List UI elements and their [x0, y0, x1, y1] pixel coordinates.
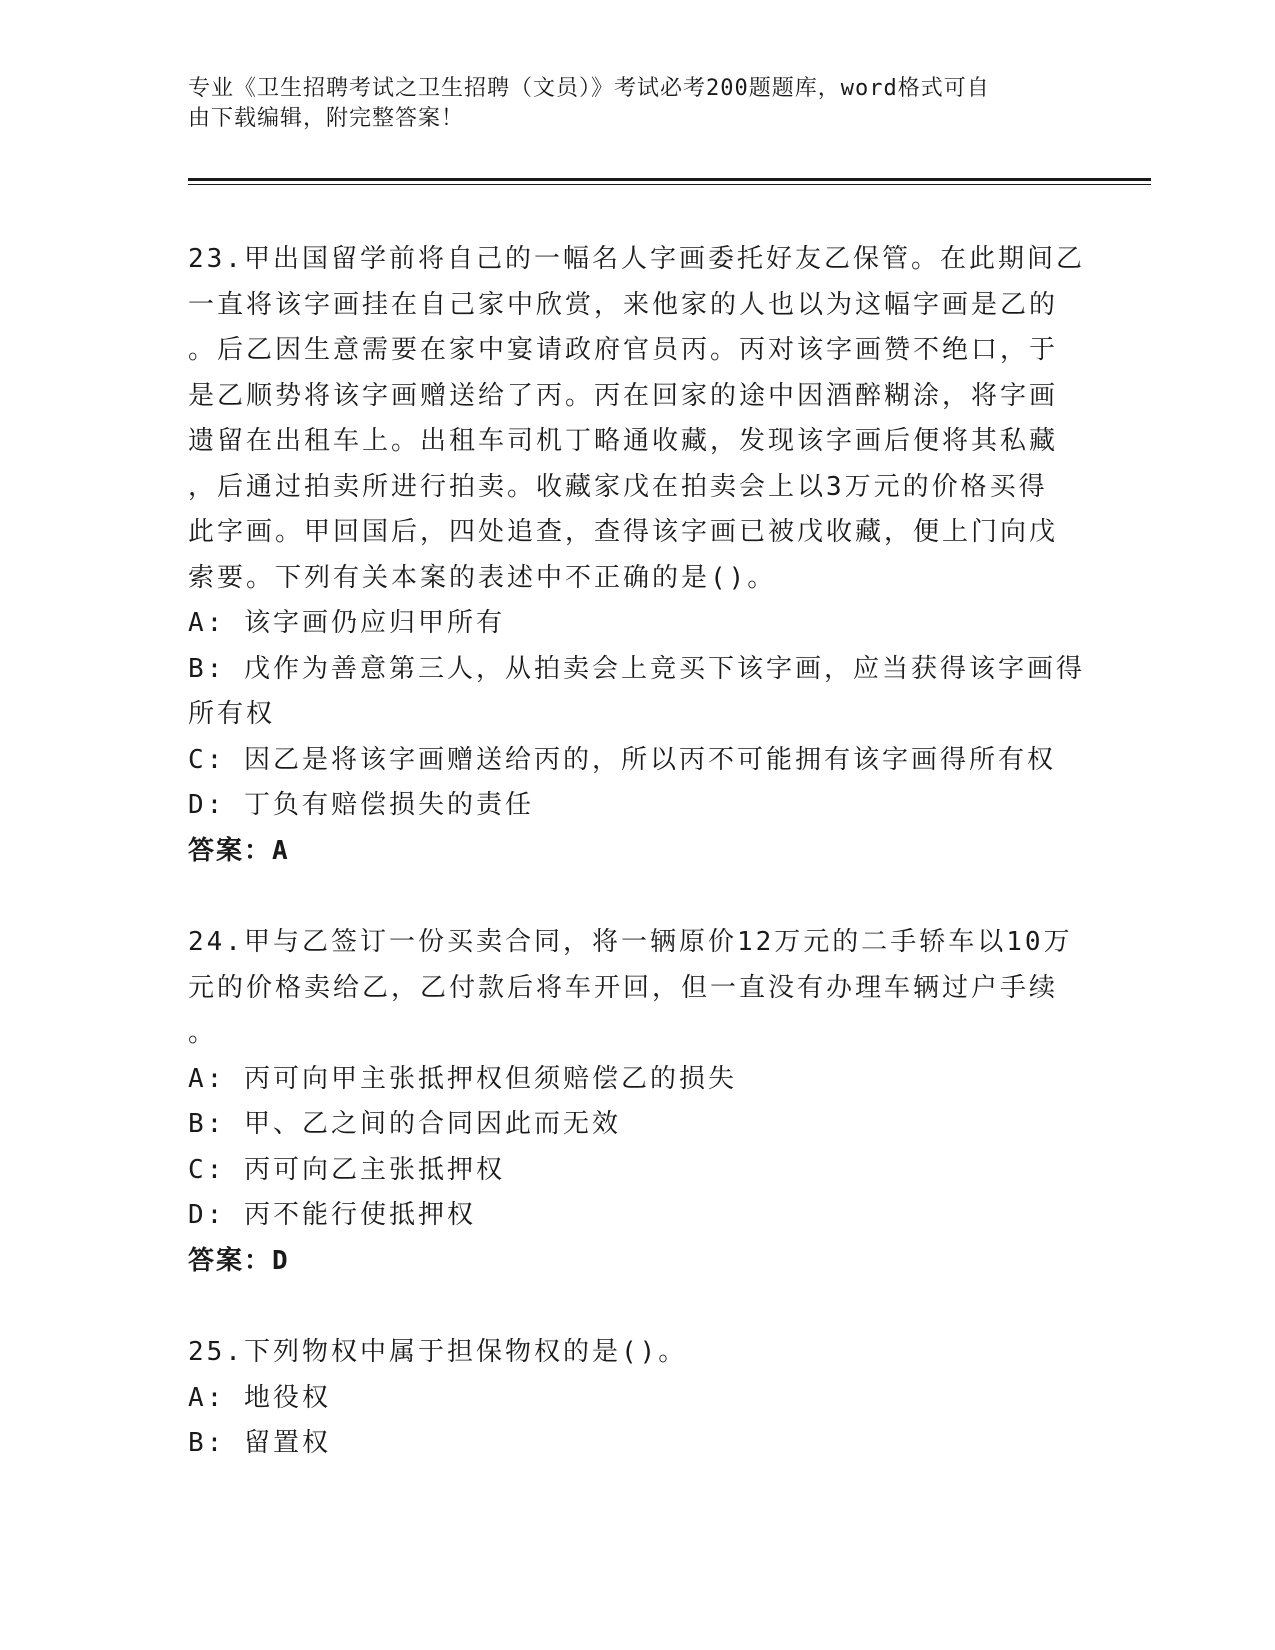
question-25 — [188, 1330, 1088, 1467]
question-stem-line: 此字画。甲回国后，四处追查，查得该字画已被戊收藏，便上门向戊 — [188, 517, 1059, 547]
question-stem-line: 。 — [188, 1018, 218, 1048]
option-d: D: 丁负有赔偿损失的责任 — [188, 790, 534, 820]
option-a: A: 该字画仍应归甲所有 — [188, 608, 505, 638]
option-d: D: 丙不能行使抵押权 — [188, 1200, 476, 1230]
answer-label: 答案：A — [188, 835, 290, 866]
question-stem-line: 一直将该字画挂在自己家中欣赏，来他家的人也以为这幅字画是乙的 — [188, 289, 1059, 320]
question-stem-line: 24.甲与乙签订一份买卖合同，将一辆原价12万元的二手轿车以10万 — [188, 927, 1073, 957]
option-b: B: 甲、乙之间的合同因此而无效 — [188, 1109, 621, 1139]
option-a: A: 丙可向甲主张抵押权但须赔偿乙的损失 — [188, 1063, 737, 1094]
option-b: B: 留置权 — [188, 1428, 331, 1458]
question-stem-line: 。后乙因生意需要在家中宴请政府官员丙。丙对该字画赞不绝口，于 — [188, 335, 1059, 365]
question-23 — [188, 237, 1088, 874]
option-c: C: 丙可向乙主张抵押权 — [188, 1154, 505, 1185]
question-stem-line: 元的价格卖给乙，乙付款后将车开回，但一直没有办理车辆过户手续 — [188, 972, 1059, 1003]
question-stem-line: ，后通过拍卖所进行拍卖。收藏家戊在拍卖会上以3万元的价格买得 — [188, 471, 1048, 502]
answer-label: 答案：D — [188, 1245, 290, 1276]
option-a: A: 地役权 — [188, 1382, 331, 1413]
question-stem-line: 23.甲出国留学前将自己的一幅名人字画委托好友乙保管。在此期间乙 — [188, 244, 1085, 274]
header-rule-thin — [188, 184, 1151, 185]
spacer — [188, 874, 1088, 920]
option-b-continued: 所有权 — [188, 699, 276, 729]
header-line: 专业《卫生招聘考试之卫生招聘（文员）》考试必考200题题库，word格式可自 — [188, 76, 990, 101]
header-line: 由下载编辑，附完整答案！ — [188, 106, 465, 131]
question-list — [188, 237, 1088, 1467]
question-stem-line: 是乙顺势将该字画赠送给了丙。丙在回家的途中因酒醉糊涂，将字画 — [188, 380, 1059, 411]
option-b: B: 戊作为善意第三人，从拍卖会上竞买下该字画，应当获得该字画得 — [188, 653, 1085, 684]
question-stem-line: 遗留在出租车上。出租车司机丁略通收藏，发现该字画后便将其私藏 — [188, 426, 1059, 456]
option-c: C: 因乙是将该字画赠送给丙的，所以丙不可能拥有该字画得所有权 — [188, 744, 1056, 775]
spacer — [188, 1284, 1088, 1330]
document-header — [188, 74, 1078, 134]
question-stem-line: 索要。下列有关本案的表述中不正确的是()。 — [188, 562, 777, 593]
header-rule — [188, 178, 1151, 181]
question-24 — [188, 920, 1088, 1284]
question-stem-line: 25.下列物权中属于担保物权的是()。 — [188, 1337, 688, 1367]
